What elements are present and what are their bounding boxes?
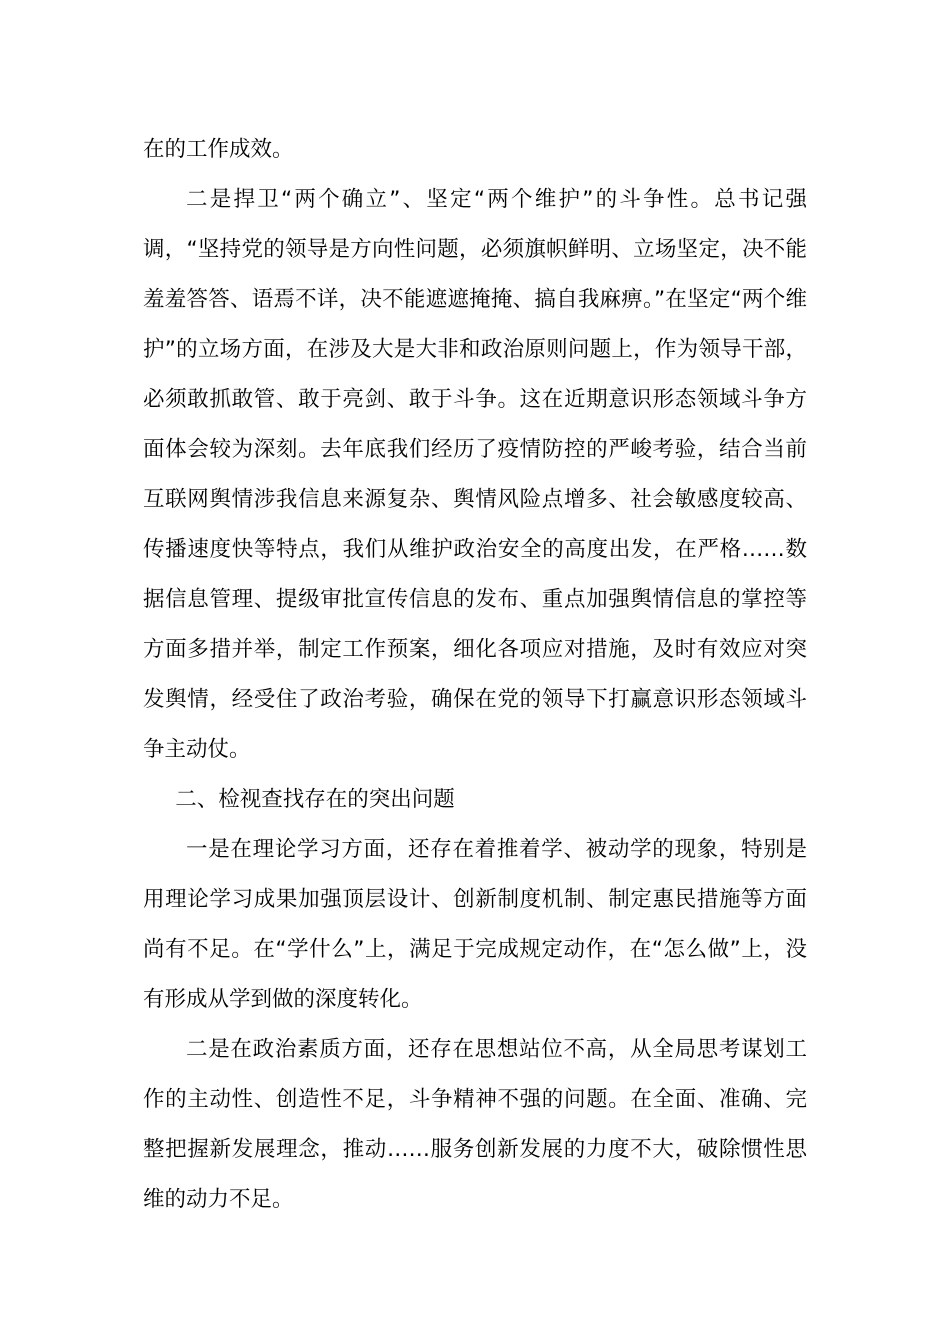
paragraph-continuation: 在的工作成效。 (143, 137, 294, 162)
paragraph-theory-study: 一是在理论学习方面，还存在着推着学、被动学的现象，特别是用理论学习成果加强顶层设计、创新制度机制、制定惠民措施等方面尚有不足。在“学什么”上，满足于完成规定动作，在“怎么做”上，没有形成从学到做的深度转化。 (143, 837, 807, 1012)
paragraph-political-quality: 二是在政治素质方面，还存在思想站位不高，从全局思考谋划工作的主动性、创造性不足，斗争精神不强的问题。在全面、准确、完整把握新发展理念，推动……服务创新发展的力度不大，破除惯性思维的动力不足。 (143, 1037, 807, 1212)
paragraph-struggle: 二是捍卫“两个确立”、坚定“两个维护”的斗争性。总书记强调，“坚持党的领导是方向性问题，必须旗帜鲜明、立场坚定，决不能羞羞答答、语焉不详，决不能遮遮掩掩、搞自我麻痹。”在坚定“两个维护”的立场方面，在涉及大是大非和政治原则问题上，作为领导干部，必须敢抓敢管、敢于亮剑、敢于斗争。这在近期意识形态领域斗争方面体会较为深刻。去年底我们经历了疫情防控的严峻考验，结合当前互联网舆情涉我信息来源复杂、舆情风险点增多、社会敏感度较高、传播速度快等特点，我们从维护政治安全的高度出发，在严格……数据信息管理、提级审批宣传信息的发布、重点加强舆情信息的掌控等方面多措并举，制定工作预案，细化各项应对措施，及时有效应对突发舆情，经受住了政治考验，确保在党的领导下打赢意识形态领域斗争主动仗。 (143, 187, 807, 762)
document-body (143, 125, 807, 1225)
section-heading-problems: 二、检视查找存在的突出问题 (175, 787, 455, 812)
